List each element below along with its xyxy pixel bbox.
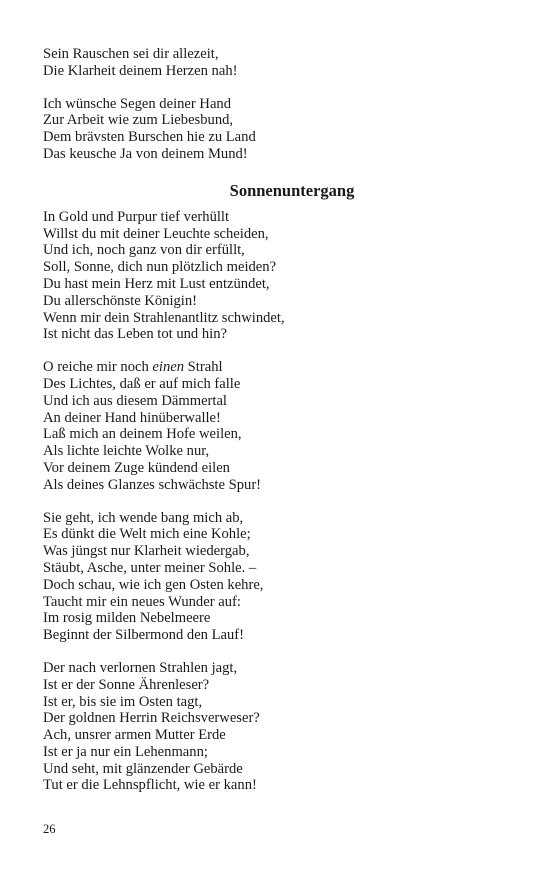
intro-stanza-2 bbox=[43, 96, 503, 163]
poem-line: Ich wünsche Segen deiner Hand bbox=[43, 95, 232, 112]
poem-line: Und ich, noch ganz von dir erfüllt, bbox=[43, 242, 245, 259]
poem-line: Sie geht, ich wende bang mich ab, bbox=[43, 509, 244, 526]
poem-line: Ist er, bis sie im Osten tagt, bbox=[43, 693, 203, 710]
poem-line: Zur Arbeit wie zum Liebesbund, bbox=[43, 112, 234, 129]
stanza-4 bbox=[43, 660, 503, 794]
poem-line: Als lichte leichte Wolke nur, bbox=[43, 443, 210, 460]
poem-page bbox=[43, 46, 503, 810]
poem-line: Stäubt, Asche, unter meiner Sohle. – bbox=[43, 559, 257, 576]
poem-line: Des Lichtes, daß er auf mich falle bbox=[43, 375, 241, 392]
poem-line: Was jüngst nur Klarheit wiedergab, bbox=[43, 543, 250, 560]
poem-line: Taucht mir ein neues Wunder auf: bbox=[43, 593, 241, 610]
poem-title: Sonnenuntergang bbox=[229, 180, 355, 200]
stanza-2 bbox=[43, 359, 503, 493]
poem-line-with-emphasis bbox=[43, 359, 503, 376]
poem-line: Beginnt der Silbermond den Lauf! bbox=[43, 627, 245, 644]
line-text: O reiche mir noch bbox=[43, 359, 153, 376]
poem-line: Im rosig milden Nebelmeere bbox=[43, 610, 211, 627]
line-text: Strahl bbox=[184, 359, 223, 376]
poem-line: Doch schau, wie ich gen Osten kehre, bbox=[43, 576, 264, 593]
poem-line: Wenn mir dein Strahlenantlitz schwindet, bbox=[43, 309, 285, 326]
poem-line: Willst du mit deiner Leuchte scheiden, bbox=[43, 225, 269, 242]
poem-line: Und seht, mit glänzender Gebärde bbox=[43, 760, 243, 777]
poem-line: Du hast mein Herz mit Lust entzündet, bbox=[43, 275, 270, 292]
poem-line: Sein Rauschen sei dir allezeit, bbox=[43, 46, 219, 62]
poem-line: Ach, unsrer armen Mutter Erde bbox=[43, 727, 226, 744]
poem-line: Die Klarheit deinem Herzen nah! bbox=[43, 62, 238, 79]
poem-line: Dem brävsten Burschen hie zu Land bbox=[43, 129, 256, 146]
poem-line: Vor deinem Zuge kündend eilen bbox=[43, 459, 230, 476]
poem-line: Tut er die Lehnspflicht, wie er kann! bbox=[43, 777, 257, 794]
poem-line: Und ich aus diesem Dämmertal bbox=[43, 392, 227, 409]
poem-line: Als deines Glanzes schwächste Spur! bbox=[43, 476, 262, 493]
poem-line: Es dünkt die Welt mich eine Kohle; bbox=[43, 526, 251, 543]
poem-line: Soll, Sonne, dich nun plötzlich meiden? bbox=[43, 259, 277, 276]
stanza-3 bbox=[43, 510, 503, 644]
emphasized-word: einen bbox=[152, 359, 185, 376]
poem-line: Das keusche Ja von deinem Mund! bbox=[43, 145, 248, 162]
poem-line: Der nach verlornen Strahlen jagt, bbox=[43, 659, 238, 676]
poem-line: An deiner Hand hinüberwalle! bbox=[43, 409, 221, 426]
page-number: 26 bbox=[43, 822, 56, 836]
poem-line: Ist er der Sonne Ährenleser? bbox=[43, 676, 210, 693]
poem-line: Du allerschönste Königin! bbox=[43, 292, 198, 309]
poem-line: In Gold und Purpur tief verhüllt bbox=[43, 208, 230, 225]
poem-line: Der goldnen Herrin Reichsverweser? bbox=[43, 710, 260, 727]
stanza-1 bbox=[43, 209, 503, 343]
poem-line: Ist er ja nur ein Lehenmann; bbox=[43, 743, 208, 760]
poem-line: Ist nicht das Leben tot und hin? bbox=[43, 326, 228, 343]
poem-line: Laß mich an deinem Hofe weilen, bbox=[43, 426, 242, 443]
intro-stanza-1 bbox=[43, 46, 503, 80]
